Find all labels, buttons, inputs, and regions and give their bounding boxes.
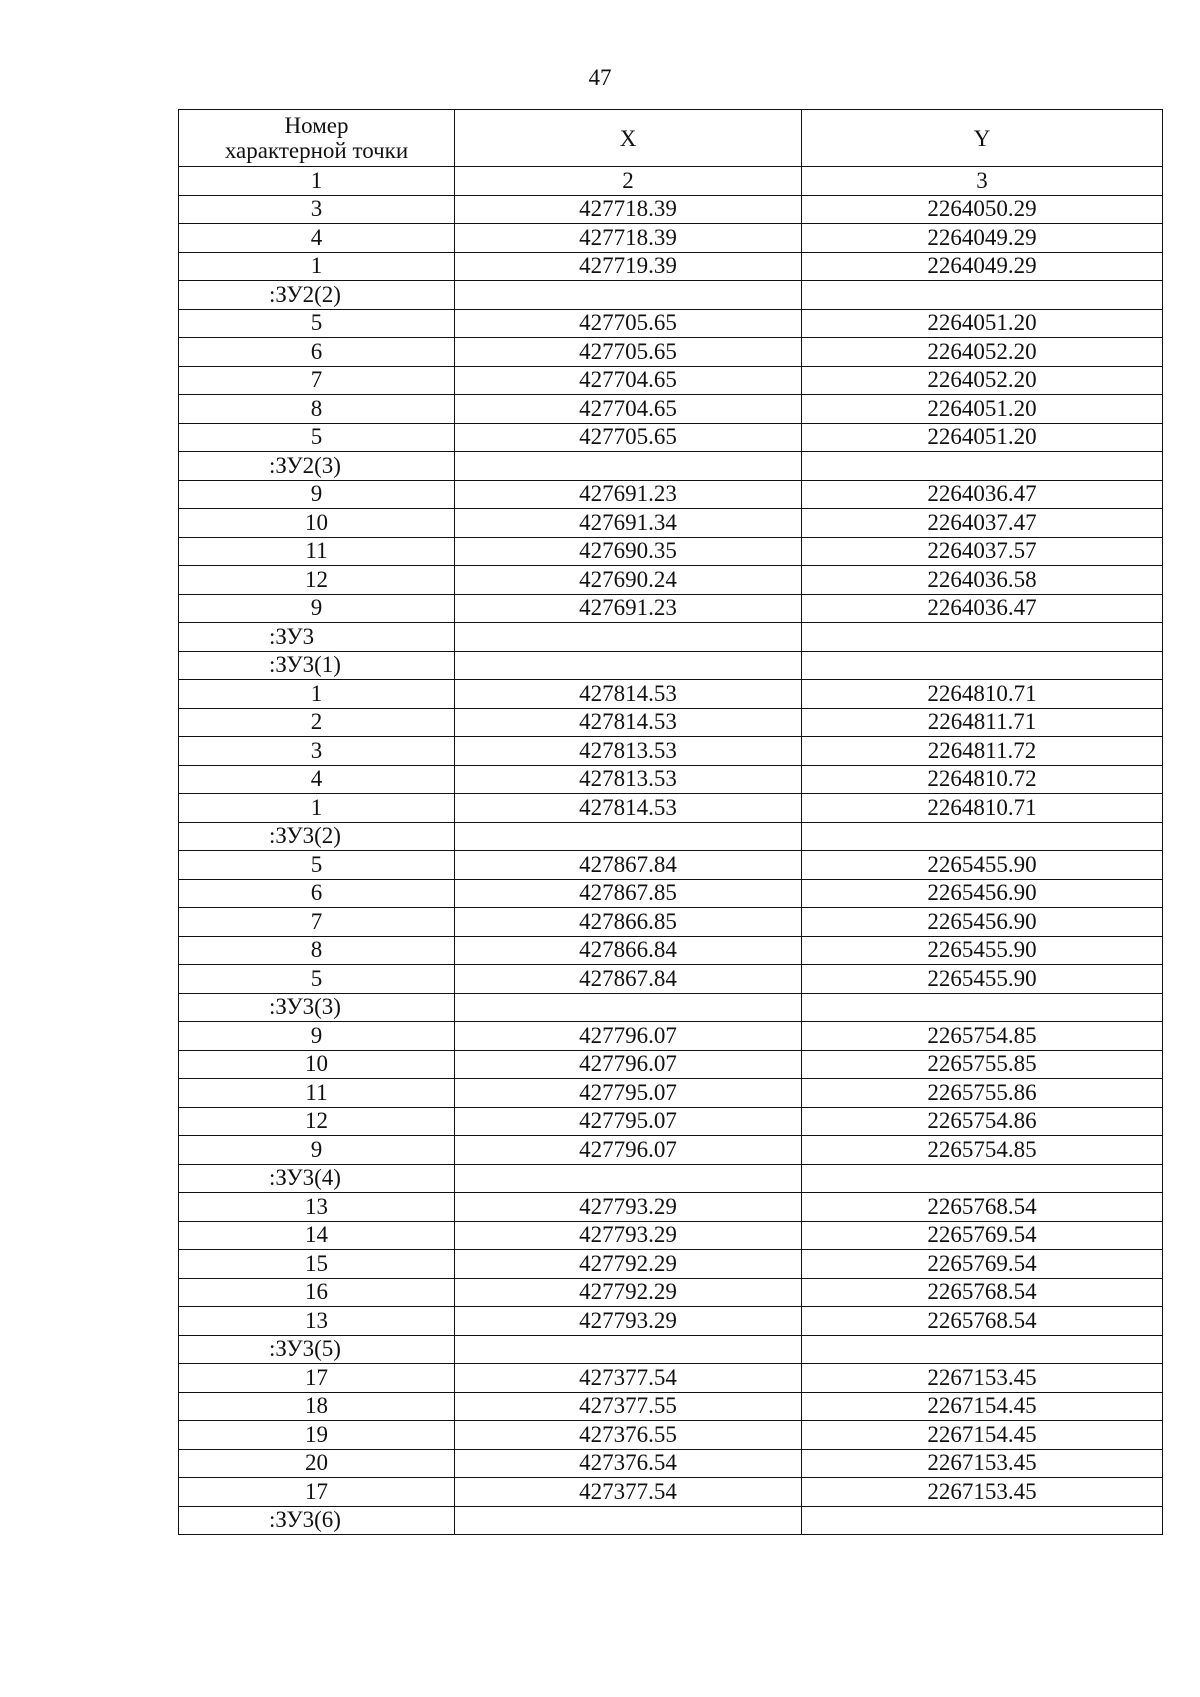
empty-x-cell — [455, 452, 802, 481]
y-coordinate-cell: 2264810.71 — [802, 680, 1163, 709]
point-number-cell: 8 — [179, 395, 455, 424]
y-coordinate-cell: 2264036.47 — [802, 594, 1163, 623]
y-coordinate-cell: 2265769.54 — [802, 1221, 1163, 1250]
point-number-cell: 12 — [179, 566, 455, 595]
section-label: :ЗУ2(3) — [179, 452, 455, 481]
empty-x-cell — [455, 993, 802, 1022]
table-row — [179, 566, 1163, 595]
x-coordinate-cell: 427795.07 — [455, 1079, 802, 1108]
empty-y-cell — [802, 1164, 1163, 1193]
y-coordinate-cell: 2264049.29 — [802, 224, 1163, 253]
section-label: :ЗУ3(6) — [179, 1506, 455, 1535]
point-number-cell: 1 — [179, 680, 455, 709]
empty-x-cell — [455, 1335, 802, 1364]
x-coordinate-cell: 427704.65 — [455, 395, 802, 424]
coordinates-table — [178, 109, 1163, 1535]
y-coordinate-cell: 2264037.47 — [802, 509, 1163, 538]
y-coordinate-cell: 2265768.54 — [802, 1278, 1163, 1307]
section-label: :ЗУ3(2) — [179, 822, 455, 851]
point-number-cell: 1 — [179, 794, 455, 823]
y-coordinate-cell: 2265755.85 — [802, 1050, 1163, 1079]
empty-x-cell — [455, 651, 802, 680]
point-number-cell: 17 — [179, 1364, 455, 1393]
point-number-cell: 13 — [179, 1193, 455, 1222]
point-number-cell: 5 — [179, 423, 455, 452]
y-coordinate-cell: 2264051.20 — [802, 423, 1163, 452]
point-number-cell: 1 — [179, 252, 455, 281]
y-coordinate-cell: 2264050.29 — [802, 195, 1163, 224]
x-coordinate-cell: 427705.65 — [455, 338, 802, 367]
y-coordinate-cell: 2267154.45 — [802, 1421, 1163, 1450]
x-coordinate-cell: 427792.29 — [455, 1250, 802, 1279]
table-header — [179, 110, 1163, 167]
table-row — [179, 1449, 1163, 1478]
header-y: Y — [802, 110, 1163, 167]
empty-y-cell — [802, 1335, 1163, 1364]
column-number-2: 2 — [455, 167, 802, 196]
x-coordinate-cell: 427691.23 — [455, 480, 802, 509]
table-row — [179, 1392, 1163, 1421]
x-coordinate-cell: 427705.65 — [455, 423, 802, 452]
point-number-cell: 11 — [179, 1079, 455, 1108]
x-coordinate-cell: 427796.07 — [455, 1050, 802, 1079]
section-row — [179, 623, 1163, 652]
y-coordinate-cell: 2264052.20 — [802, 338, 1163, 367]
x-coordinate-cell: 427376.54 — [455, 1449, 802, 1478]
section-row — [179, 993, 1163, 1022]
y-coordinate-cell: 2264810.71 — [802, 794, 1163, 823]
point-number-cell: 3 — [179, 195, 455, 224]
point-number-cell: 7 — [179, 366, 455, 395]
section-row — [179, 1506, 1163, 1535]
header-point-number — [179, 110, 455, 167]
y-coordinate-cell: 2264810.72 — [802, 765, 1163, 794]
point-number-cell: 13 — [179, 1307, 455, 1336]
point-number-cell: 16 — [179, 1278, 455, 1307]
table-row — [179, 1050, 1163, 1079]
point-number-cell: 8 — [179, 936, 455, 965]
x-coordinate-cell: 427718.39 — [455, 195, 802, 224]
empty-x-cell — [455, 822, 802, 851]
header-point-line1: Номер — [284, 113, 349, 138]
y-coordinate-cell: 2265755.86 — [802, 1079, 1163, 1108]
empty-x-cell — [455, 1164, 802, 1193]
point-number-cell: 5 — [179, 965, 455, 994]
y-coordinate-cell: 2265455.90 — [802, 936, 1163, 965]
x-coordinate-cell: 427813.53 — [455, 765, 802, 794]
empty-x-cell — [455, 623, 802, 652]
point-number-cell: 3 — [179, 737, 455, 766]
section-row — [179, 281, 1163, 310]
table-row — [179, 537, 1163, 566]
x-coordinate-cell: 427691.23 — [455, 594, 802, 623]
empty-y-cell — [802, 623, 1163, 652]
table-row — [179, 1250, 1163, 1279]
column-number-3: 3 — [802, 167, 1163, 196]
point-number-cell: 17 — [179, 1478, 455, 1507]
y-coordinate-cell: 2265456.90 — [802, 879, 1163, 908]
point-number-cell: 18 — [179, 1392, 455, 1421]
header-point-line2: характерной точки — [224, 138, 409, 163]
y-coordinate-cell: 2265769.54 — [802, 1250, 1163, 1279]
x-coordinate-cell: 427719.39 — [455, 252, 802, 281]
y-coordinate-cell: 2264036.58 — [802, 566, 1163, 595]
table-row — [179, 794, 1163, 823]
point-number-cell: 12 — [179, 1107, 455, 1136]
point-number-cell: 5 — [179, 851, 455, 880]
table-row — [179, 1107, 1163, 1136]
x-coordinate-cell: 427377.55 — [455, 1392, 802, 1421]
table-row — [179, 1221, 1163, 1250]
table-row — [179, 509, 1163, 538]
y-coordinate-cell: 2265768.54 — [802, 1307, 1163, 1336]
table-row — [179, 252, 1163, 281]
y-coordinate-cell: 2264051.20 — [802, 395, 1163, 424]
y-coordinate-cell: 2265455.90 — [802, 851, 1163, 880]
column-number-1: 1 — [179, 167, 455, 196]
point-number-cell: 6 — [179, 879, 455, 908]
section-label: :ЗУ3(1) — [179, 651, 455, 680]
x-coordinate-cell: 427813.53 — [455, 737, 802, 766]
y-coordinate-cell: 2267153.45 — [802, 1449, 1163, 1478]
point-number-cell: 7 — [179, 908, 455, 937]
x-coordinate-cell: 427867.84 — [455, 851, 802, 880]
table-row — [179, 879, 1163, 908]
empty-x-cell — [455, 1506, 802, 1535]
y-coordinate-cell: 2264811.71 — [802, 708, 1163, 737]
point-number-cell: 14 — [179, 1221, 455, 1250]
point-number-cell: 9 — [179, 1022, 455, 1051]
table-row — [179, 338, 1163, 367]
x-coordinate-cell: 427792.29 — [455, 1278, 802, 1307]
empty-x-cell — [455, 281, 802, 310]
x-coordinate-cell: 427793.29 — [455, 1221, 802, 1250]
x-coordinate-cell: 427691.34 — [455, 509, 802, 538]
section-label: :ЗУ3(4) — [179, 1164, 455, 1193]
x-coordinate-cell: 427866.84 — [455, 936, 802, 965]
point-number-cell: 10 — [179, 509, 455, 538]
table-row — [179, 708, 1163, 737]
y-coordinate-cell: 2267153.45 — [802, 1478, 1163, 1507]
table-row — [179, 1278, 1163, 1307]
x-coordinate-cell: 427814.53 — [455, 680, 802, 709]
table-row — [179, 224, 1163, 253]
x-coordinate-cell: 427704.65 — [455, 366, 802, 395]
empty-y-cell — [802, 452, 1163, 481]
section-row — [179, 452, 1163, 481]
point-number-cell: 5 — [179, 309, 455, 338]
page-number: 47 — [588, 65, 612, 90]
empty-y-cell — [802, 651, 1163, 680]
table-row — [179, 594, 1163, 623]
section-label: :ЗУ3(5) — [179, 1335, 455, 1364]
table-row — [179, 851, 1163, 880]
table-row — [179, 366, 1163, 395]
section-row — [179, 1164, 1163, 1193]
y-coordinate-cell: 2264037.57 — [802, 537, 1163, 566]
table-row — [179, 1364, 1163, 1393]
point-number-cell: 20 — [179, 1449, 455, 1478]
y-coordinate-cell: 2265754.86 — [802, 1107, 1163, 1136]
point-number-cell: 2 — [179, 708, 455, 737]
header-row — [179, 110, 1163, 167]
point-number-cell: 4 — [179, 765, 455, 794]
table-row — [179, 1022, 1163, 1051]
table-row — [179, 195, 1163, 224]
point-number-cell: 9 — [179, 1136, 455, 1165]
y-coordinate-cell: 2265768.54 — [802, 1193, 1163, 1222]
y-coordinate-cell: 2264051.20 — [802, 309, 1163, 338]
x-coordinate-cell: 427376.55 — [455, 1421, 802, 1450]
empty-y-cell — [802, 1506, 1163, 1535]
table-row — [179, 395, 1163, 424]
point-number-cell: 19 — [179, 1421, 455, 1450]
x-coordinate-cell: 427796.07 — [455, 1022, 802, 1051]
x-coordinate-cell: 427867.84 — [455, 965, 802, 994]
section-label: :ЗУ2(2) — [179, 281, 455, 310]
y-coordinate-cell: 2265754.85 — [802, 1022, 1163, 1051]
table-row — [179, 1478, 1163, 1507]
x-coordinate-cell: 427377.54 — [455, 1364, 802, 1393]
point-number-cell: 4 — [179, 224, 455, 253]
table-row — [179, 765, 1163, 794]
x-coordinate-cell: 427690.35 — [455, 537, 802, 566]
x-coordinate-cell: 427793.29 — [455, 1193, 802, 1222]
y-coordinate-cell: 2264052.20 — [802, 366, 1163, 395]
table-row — [179, 1307, 1163, 1336]
point-number-cell: 9 — [179, 594, 455, 623]
table-row — [179, 309, 1163, 338]
table-row — [179, 908, 1163, 937]
section-label: :ЗУ3 — [179, 623, 455, 652]
table-row — [179, 680, 1163, 709]
table-row — [179, 423, 1163, 452]
table-row — [179, 1193, 1163, 1222]
x-coordinate-cell: 427866.85 — [455, 908, 802, 937]
point-number-cell: 11 — [179, 537, 455, 566]
section-label: :ЗУ3(3) — [179, 993, 455, 1022]
y-coordinate-cell: 2264036.47 — [802, 480, 1163, 509]
table-row — [179, 480, 1163, 509]
x-coordinate-cell: 427867.85 — [455, 879, 802, 908]
x-coordinate-cell: 427796.07 — [455, 1136, 802, 1165]
point-number-cell: 9 — [179, 480, 455, 509]
empty-y-cell — [802, 281, 1163, 310]
x-coordinate-cell: 427377.54 — [455, 1478, 802, 1507]
y-coordinate-cell: 2267153.45 — [802, 1364, 1163, 1393]
empty-y-cell — [802, 993, 1163, 1022]
y-coordinate-cell: 2264811.72 — [802, 737, 1163, 766]
x-coordinate-cell: 427814.53 — [455, 794, 802, 823]
point-number-cell: 6 — [179, 338, 455, 367]
x-coordinate-cell: 427795.07 — [455, 1107, 802, 1136]
table-row — [179, 936, 1163, 965]
table-row — [179, 965, 1163, 994]
table-body — [179, 167, 1163, 1535]
point-number-cell: 10 — [179, 1050, 455, 1079]
point-number-cell: 15 — [179, 1250, 455, 1279]
section-row — [179, 651, 1163, 680]
header-x: X — [455, 110, 802, 167]
y-coordinate-cell: 2267154.45 — [802, 1392, 1163, 1421]
y-coordinate-cell: 2264049.29 — [802, 252, 1163, 281]
column-number-row — [179, 167, 1163, 196]
table-row — [179, 1079, 1163, 1108]
table-row — [179, 1136, 1163, 1165]
x-coordinate-cell: 427690.24 — [455, 566, 802, 595]
y-coordinate-cell: 2265455.90 — [802, 965, 1163, 994]
x-coordinate-cell: 427718.39 — [455, 224, 802, 253]
table-row — [179, 1421, 1163, 1450]
x-coordinate-cell: 427814.53 — [455, 708, 802, 737]
y-coordinate-cell: 2265456.90 — [802, 908, 1163, 937]
x-coordinate-cell: 427705.65 — [455, 309, 802, 338]
table-row — [179, 737, 1163, 766]
section-row — [179, 1335, 1163, 1364]
empty-y-cell — [802, 822, 1163, 851]
y-coordinate-cell: 2265754.85 — [802, 1136, 1163, 1165]
section-row — [179, 822, 1163, 851]
x-coordinate-cell: 427793.29 — [455, 1307, 802, 1336]
